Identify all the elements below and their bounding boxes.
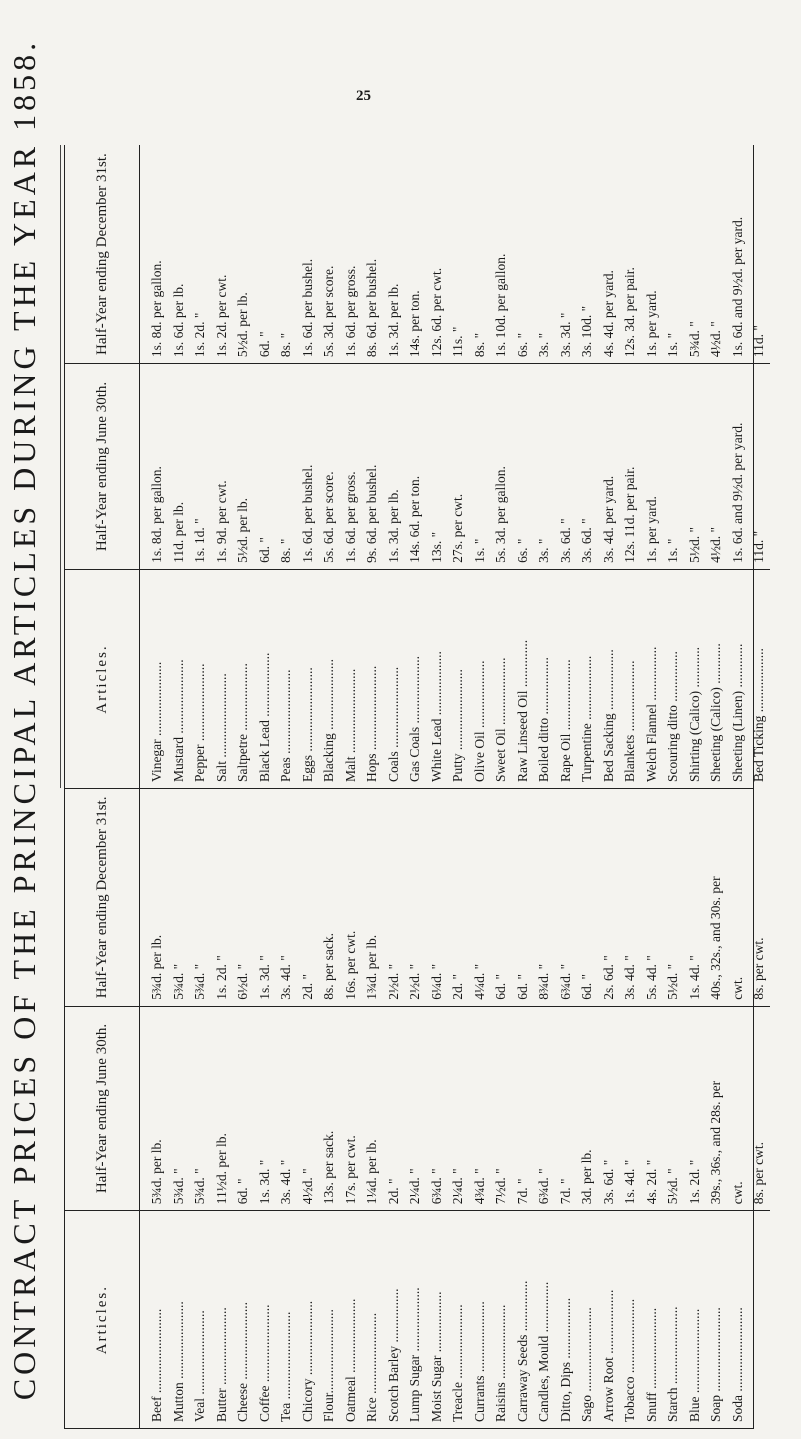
june-price: 1s. 9d. per cwt. — [213, 480, 229, 563]
june-price: 7½d. " — [493, 1168, 508, 1205]
price-table-stores — [64, 145, 766, 789]
december-price: 40s., 32s., and 30s. per — [708, 876, 723, 1000]
article-name: Scouring ditto ............... — [665, 651, 680, 782]
december-price: 2d. " — [450, 974, 465, 1000]
article-name — [748, 1217, 770, 1422]
article-name: Mustard ...................... — [170, 659, 186, 782]
article-name: Soda ......................... — [729, 1307, 745, 1422]
article-name: Coals ........................ — [385, 666, 401, 782]
december-price: 12s. 6d. per cwt. — [428, 267, 444, 358]
december-price: 3s. 4d. " — [278, 955, 293, 1000]
article-name: Eggs ......................... — [299, 667, 315, 782]
article-name: White Lead ................... — [428, 651, 444, 782]
article-name: Blue ......................... — [686, 1308, 702, 1422]
article-name: Putty ........................ — [450, 669, 465, 782]
header-december: Half-Year ending December 31st. — [65, 145, 140, 364]
december-price: 1s. 2d. " — [192, 312, 207, 358]
article-name: Ditto, Dips .................. — [557, 1297, 573, 1422]
december-prices-column — [140, 145, 770, 364]
june-price: 1s. 1d. " — [192, 518, 207, 563]
article-name: Bed Ticking ................... — [751, 648, 766, 782]
june-price: 1s. 3d. " — [256, 1159, 272, 1205]
december-price: 6¾d. " — [557, 963, 573, 1000]
article-name: Olive Oil .................... — [471, 660, 487, 782]
december-price: 2½d. " — [385, 963, 401, 1000]
article-name: Soap ......................... — [708, 1307, 723, 1422]
december-price: 5s. 3d. per score. — [321, 265, 336, 358]
december-price: 1s. 3d. per lb. — [385, 283, 401, 358]
december-price: 12s. 3d. per pair. — [622, 267, 637, 358]
june-price: 2¼d. " — [407, 1168, 422, 1205]
june-price: 4½d. " — [299, 1168, 315, 1205]
article-name: Blankets ..................... — [622, 660, 637, 782]
article-name: Sweet Oil .................... — [493, 657, 508, 782]
june-price: 4½d. " — [708, 527, 723, 563]
june-price: 1s. 6d. per gross. — [342, 471, 358, 563]
december-price: 1s. 6d. per bushel. — [299, 258, 315, 358]
december-price: 1¾d. per lb. — [364, 934, 379, 1000]
december-price: 8s. 6d. per bushel. — [364, 258, 379, 358]
december-price: 2½d. " — [407, 963, 422, 1000]
june-price: 13s. per sack. — [321, 1130, 336, 1205]
june-price: 4s. 2d. " — [643, 1159, 659, 1205]
june-price: 5s. 6d. per score. — [321, 471, 336, 563]
june-price: 1s. " — [471, 538, 487, 563]
june-price: cwt. — [729, 1181, 745, 1205]
article-name: Sheeting (Calico) ............ — [708, 643, 723, 782]
december-price: 8¾d. " — [536, 963, 551, 1000]
december-price: 5¾d. " — [192, 963, 207, 1000]
december-price: 8s. per sack. — [321, 933, 336, 1000]
december-price: 1s. 2d. " — [213, 955, 229, 1000]
article-name: Tea .......................... — [278, 1311, 293, 1422]
article-name: Beef ......................... — [149, 1308, 164, 1422]
article-name: Pepper ....................... — [192, 663, 207, 782]
june-price: 1s. 6d. per bushel. — [299, 464, 315, 563]
article-name: Raw Linseed Oil .............. — [514, 639, 530, 782]
december-price: 2s. 6d. " — [600, 955, 616, 1000]
article-name: Boiled ditto ................. — [536, 657, 551, 782]
june-price: 1¼d. per lb. — [364, 1139, 379, 1205]
article-name: Chicory ...................... — [299, 1300, 315, 1422]
article-name: Vinegar ...................... — [149, 661, 164, 782]
article-name: Blacking ..................... — [321, 659, 336, 782]
december-price: 6s. " — [514, 332, 530, 358]
december-price: 1s. 10d. per gallon. — [493, 253, 508, 358]
december-price: 5½d. per lb. — [235, 292, 250, 358]
december-price: 3s. 10d. " — [579, 305, 594, 358]
december-price: 8s. per cwt. — [751, 937, 766, 1000]
december-price: 16s. per cwt. — [342, 930, 358, 1000]
june-price: 4¾d. " — [471, 1168, 487, 1205]
june-price: 3s. 6d. " — [600, 1159, 616, 1205]
article-name: Sago ......................... — [579, 1307, 594, 1422]
june-price: 3s. " — [536, 538, 551, 563]
june-price: 5¾d. " — [170, 1168, 186, 1205]
article-name: Oatmeal ...................... — [342, 1298, 358, 1422]
header-june: Half-Year ending June 30th. — [65, 1006, 140, 1210]
june-price: 17s. per cwt. — [342, 1135, 358, 1205]
june-price: 5½d. per lb. — [235, 498, 250, 563]
article-name: Rape Oil ..................... — [557, 659, 573, 782]
december-price: 6½d. " — [235, 963, 250, 1000]
june-price: 11d. " — [751, 530, 766, 563]
december-prices-column — [140, 789, 770, 1006]
article-name: Salt ......................... — [213, 673, 229, 782]
article-name: Cheese ....................... — [235, 1302, 250, 1422]
header-december: Half-Year ending December 31st. — [65, 789, 140, 1006]
article-name: Carraway Seeds ............... — [514, 1280, 530, 1422]
june-price: 7d. " — [514, 1178, 530, 1205]
article-name: Butter ....................... — [213, 1307, 229, 1422]
article-name: Sheeting (Linen) ............. — [729, 643, 745, 782]
december-price: 8s. " — [278, 332, 293, 358]
december-price: 1s. 6d. per gross. — [342, 265, 358, 358]
december-price: 5¾d. " — [170, 963, 186, 1000]
article-name: Mutton ....................... — [170, 1301, 186, 1422]
article-name: Scotch Barley ................ — [385, 1288, 401, 1422]
december-price: 3s. 3d. " — [557, 312, 573, 358]
december-price: 1s. 4d. " — [686, 955, 702, 1000]
article-name: Flour......................... — [321, 1309, 336, 1422]
june-price: 7d. " — [557, 1178, 573, 1205]
december-price: 1s. 2d. per cwt. — [213, 274, 229, 358]
june-price: 13s. " — [428, 531, 444, 563]
june-price: 1s. 6d. and 9½d. per yard. — [729, 422, 745, 563]
december-price: 5s. 4d. " — [643, 955, 659, 1000]
article-name: Hops ......................... — [364, 665, 379, 782]
december-price: 1s. " — [665, 332, 680, 358]
december-price: 5½d. " — [665, 963, 680, 1000]
june-price: 6s. " — [514, 538, 530, 563]
article-name: Black Lead ................... — [256, 652, 272, 782]
june-price: 5s. 3d. per gallon. — [493, 466, 508, 563]
rotated-tables — [64, 145, 766, 1439]
article-name: Gas Coals .................... — [407, 656, 422, 782]
june-price: 1s. " — [665, 538, 680, 563]
price-table-groceries — [64, 789, 766, 1429]
december-price: 1s. 8d. per gallon. — [149, 260, 164, 358]
article-name: Candles, Mould ............... — [536, 1281, 551, 1422]
article-name: Currants ..................... — [471, 1301, 487, 1422]
june-price: 5½d. " — [686, 527, 702, 563]
june-price: 39s., 36s., and 28s. per — [708, 1080, 723, 1205]
december-price: 6d. " — [514, 974, 530, 1000]
running-head: CONTRACT PRICES OF THE PRINCIPAL ARTICLES DURING THE YEAR 1858. — [5, 38, 42, 1401]
june-price: 1s. 4d. " — [622, 1159, 637, 1205]
june-price: 11½d. per lb. — [213, 1133, 229, 1205]
june-price: 1s. 3d. per lb. — [385, 489, 401, 563]
december-price: 4¼d. " — [471, 963, 487, 1000]
header-articles: Articles. — [65, 1211, 140, 1428]
header-articles: Articles. — [65, 569, 140, 788]
header-june: Half-Year ending June 30th. — [65, 364, 140, 570]
page-number: 25 — [356, 88, 371, 104]
june-price: 3s. 6d. " — [557, 518, 573, 563]
december-price: 8s. " — [471, 332, 487, 358]
june-price: 2¼d. " — [450, 1168, 465, 1205]
june-prices-column — [140, 364, 770, 570]
article-name: Arrow Root ................... — [600, 1289, 616, 1422]
june-price: 27s. per cwt. — [450, 493, 465, 563]
article-name: Veal ......................... — [192, 1310, 207, 1422]
june-price: 3d. per lb. — [579, 1149, 594, 1205]
article-name: Welch Flannel ................ — [643, 646, 659, 782]
article-name: Turpentine ................... — [579, 655, 594, 782]
june-prices-column — [140, 1006, 770, 1210]
article-name: Saltpetre .................... — [235, 663, 250, 782]
article-name: Peas ......................... — [278, 669, 293, 782]
june-price: 14s. 6d. per ton. — [407, 475, 422, 563]
december-price: 4s. 4d. per yard. — [600, 270, 616, 358]
december-price: 3s. " — [536, 332, 551, 358]
december-price: 1s. 6d. per lb. — [170, 283, 186, 358]
june-price: 9s. 6d. per bushel. — [364, 464, 379, 563]
december-price: 6d. " — [493, 974, 508, 1000]
december-price: 11d. " — [751, 325, 766, 358]
june-price: 6¾d. " — [536, 1168, 551, 1205]
december-price: 14s. per ton. — [407, 290, 422, 358]
december-price: 6d. " — [256, 331, 272, 358]
december-price: 1s. 6d. and 9½d. per yard. — [729, 216, 745, 358]
article-name: Rice ........................ — [364, 1312, 379, 1422]
december-price: 11s. " — [450, 326, 465, 358]
june-price: 11d. per lb. — [170, 501, 186, 563]
article-name: Tobacco ...................... — [622, 1298, 637, 1422]
june-price: 1s. 2d. " — [686, 1159, 702, 1205]
article-name: Raisins ...................... — [493, 1304, 508, 1422]
article-name: Starch ....................... — [665, 1306, 680, 1422]
december-price: 6¼d. " — [428, 963, 444, 1000]
june-price: 8s. " — [278, 538, 293, 563]
june-price: 3s. 4d. " — [278, 1159, 293, 1205]
article-name: Malt ......................... — [342, 668, 358, 782]
december-price: 1s. 3d. " — [256, 955, 272, 1000]
june-price: 6¾d. " — [428, 1168, 444, 1205]
june-price: 1s. per yard. — [643, 496, 659, 563]
june-price: 5½d. " — [665, 1168, 680, 1205]
december-price: cwt. — [729, 976, 745, 1000]
december-price: 2d. " — [299, 974, 315, 1000]
articles-column — [140, 569, 770, 788]
december-price: 5¾d. per lb. — [149, 934, 164, 1000]
article-name: Snuff ........................ — [643, 1307, 659, 1422]
article-name: Lump Sugar ................... — [407, 1287, 422, 1422]
june-price: 8s. per cwt. — [751, 1142, 766, 1205]
june-price: 5¾d. per lb. — [149, 1139, 164, 1205]
june-price: 1s. 8d. per gallon. — [149, 466, 164, 563]
article-name: Treacle ...................... — [450, 1304, 465, 1422]
december-price: 1s. per yard. — [643, 290, 659, 358]
articles-column — [140, 1211, 770, 1428]
june-price: 3s. 6d. " — [579, 518, 594, 563]
article-name: Shirting (Calico) ............ — [686, 647, 702, 782]
article-name: Bed Sacking .................. — [600, 649, 616, 782]
article-name: Coffee ....................... — [256, 1304, 272, 1422]
article-name: Moist Sugar .................. — [428, 1291, 444, 1422]
double-rule — [60, 145, 61, 788]
december-price: 5¾d. " — [686, 321, 702, 358]
december-price: 3s. 4d. " — [622, 955, 637, 1000]
june-price: 2d. " — [385, 1178, 401, 1205]
december-price: 6d. " — [579, 974, 594, 1000]
june-price: 6d. " — [256, 537, 272, 563]
june-price: 3s. 4d. per yard. — [600, 475, 616, 563]
june-price: 12s. 11d. per pair. — [622, 466, 637, 563]
june-price: 6d. " — [235, 1178, 250, 1205]
june-price: 5¾d. " — [192, 1168, 207, 1205]
december-price: 4½d. " — [708, 321, 723, 358]
